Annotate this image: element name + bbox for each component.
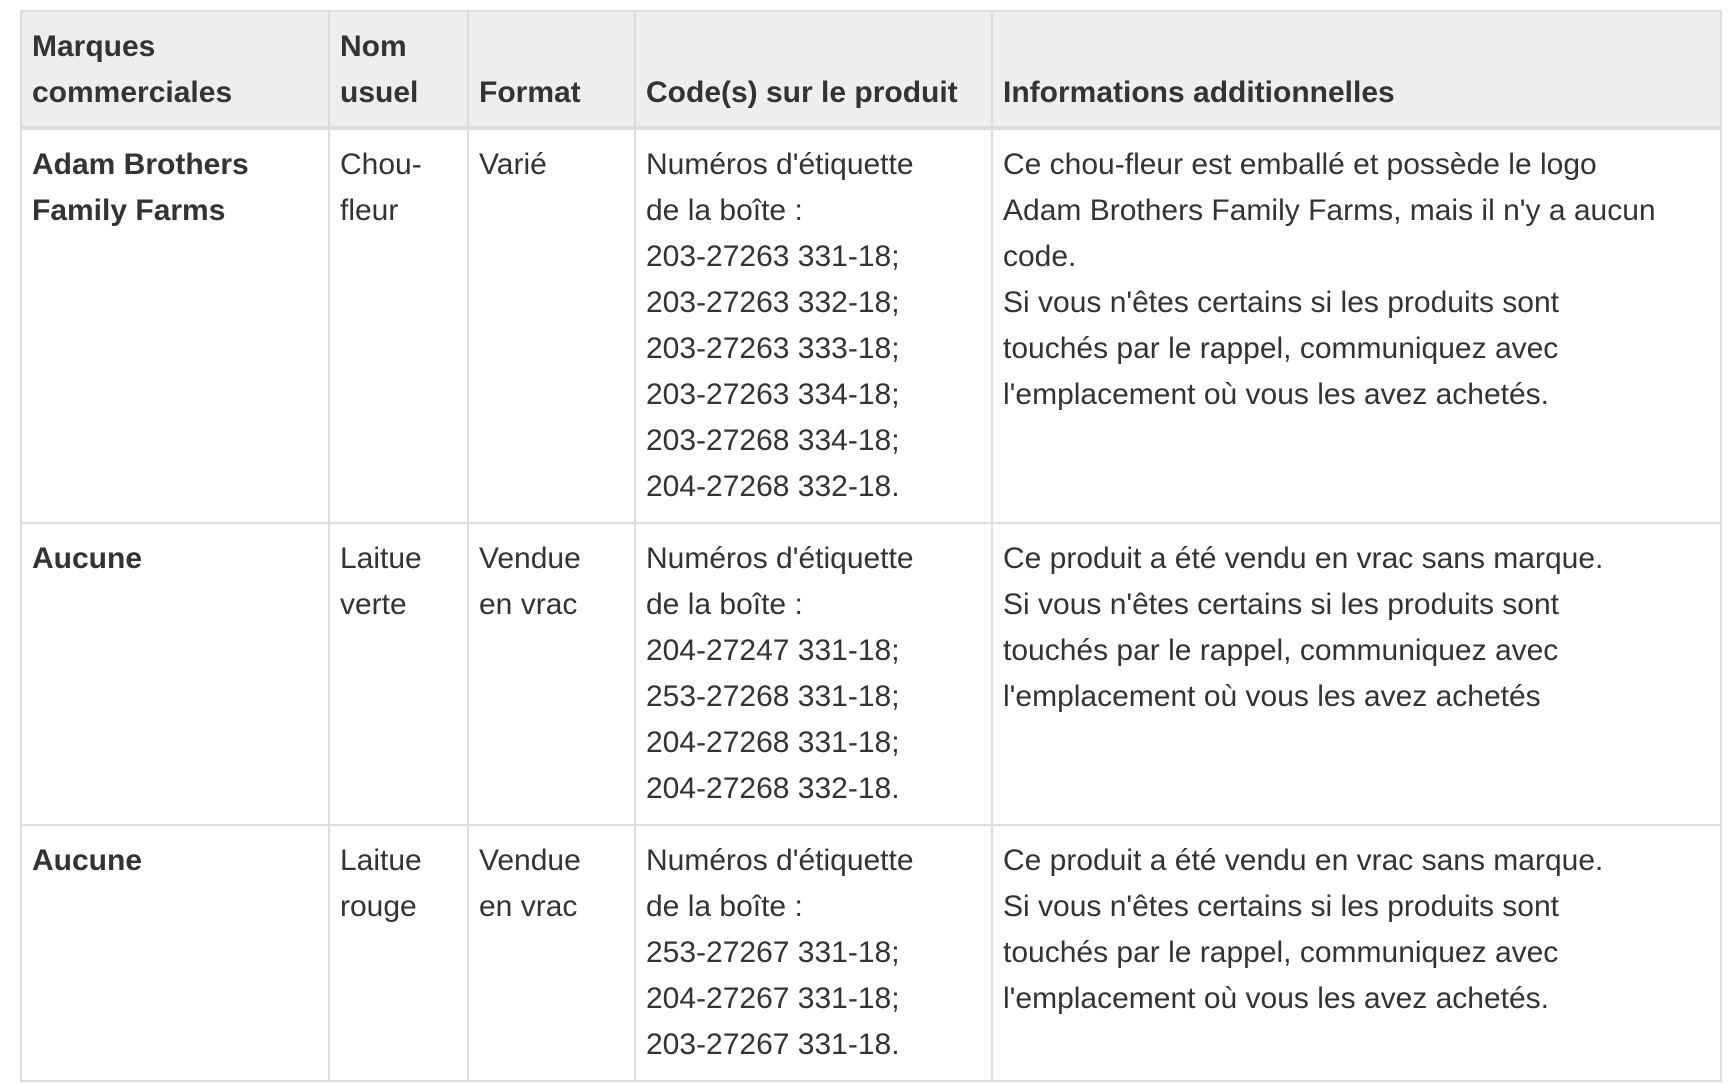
cell-line: Chou- [340,148,422,181]
cell-line: 203-27263 331-18; [646,240,900,273]
header-format-text: Format [479,76,581,109]
header-common-name-line: Nom [340,30,407,63]
cell-line: 204-27268 332-18. [646,772,900,805]
cell-codes [635,523,992,825]
cell-line: Adam Brothers Family Farms, mais il n'y a aucun [1003,194,1656,227]
cell-line: 203-27268 334-18; [646,424,900,457]
cell-line: Numéros d'étiquette [646,542,914,575]
cell-line: touchés par le rappel, communiquez avec [1003,634,1559,667]
cell-line: Laitue [340,542,422,575]
header-brand-line: commerciales [32,76,233,109]
cell-line: Aucune [32,542,143,575]
cell-line: l'emplacement où vous les avez achetés [1003,680,1541,713]
cell-common-name [329,825,468,1081]
header-codes [635,11,992,128]
table-row [21,128,1721,523]
cell-line: Laitue [340,844,422,877]
header-info-text: Informations additionnelles [1003,76,1395,109]
cell-line: de la boîte : [646,194,803,227]
cell-line: 203-27263 333-18; [646,332,900,365]
cell-brand [21,825,329,1081]
table-row [21,825,1721,1081]
cell-line: Ce produit a été vendu en vrac sans marque. [1003,542,1604,575]
cell-line: Vendue [479,844,581,877]
cell-line: Numéros d'étiquette [646,148,914,181]
cell-format [468,128,635,523]
header-common-name-line: usuel [340,76,419,109]
cell-line: l'emplacement où vous les avez achetés. [1003,378,1550,411]
cell-line: 204-27268 331-18; [646,726,900,759]
table-row [21,523,1721,825]
header-common-name [329,11,468,128]
cell-line: Aucune [32,844,143,877]
table-header-row [21,11,1721,128]
cell-line: 204-27268 332-18. [646,470,900,503]
cell-line: rouge [340,890,417,923]
cell-line: Vendue [479,542,581,575]
header-brand [21,11,329,128]
cell-line: l'emplacement où vous les avez achetés. [1003,982,1550,1015]
cell-line: Si vous n'êtes certains si les produits sont [1003,890,1559,923]
cell-common-name [329,128,468,523]
recall-products-table [20,10,1722,1082]
cell-line: code. [1003,240,1077,273]
header-brand-line: Marques [32,30,156,63]
header-info [992,11,1721,128]
cell-line: Varié [479,148,547,181]
cell-line: de la boîte : [646,890,803,923]
cell-line: 204-27247 331-18; [646,634,900,667]
cell-line: en vrac [479,588,578,621]
cell-line: fleur [340,194,399,227]
cell-brand [21,128,329,523]
cell-line: Numéros d'étiquette [646,844,914,877]
cell-line: verte [340,588,407,621]
cell-line: Si vous n'êtes certains si les produits sont [1003,286,1559,319]
header-format [468,11,635,128]
cell-line: en vrac [479,890,578,923]
cell-info [992,825,1721,1081]
cell-format [468,523,635,825]
cell-line: 253-27268 331-18; [646,680,900,713]
recall-table-container [20,10,1722,1082]
cell-line: Ce produit a été vendu en vrac sans marque. [1003,844,1604,877]
cell-line: Ce chou-fleur est emballé et possède le logo [1003,148,1597,181]
cell-line: Family Farms [32,194,226,227]
cell-line: 203-27263 332-18; [646,286,900,319]
cell-line: de la boîte : [646,588,803,621]
cell-format [468,825,635,1081]
cell-info [992,128,1721,523]
cell-line: 204-27267 331-18; [646,982,900,1015]
cell-line: 203-27263 334-18; [646,378,900,411]
cell-line: 253-27267 331-18; [646,936,900,969]
cell-codes [635,128,992,523]
header-codes-text: Code(s) sur le produit [646,76,958,109]
cell-brand [21,523,329,825]
cell-line: 203-27267 331-18. [646,1028,900,1061]
cell-common-name [329,523,468,825]
cell-info [992,523,1721,825]
cell-line: touchés par le rappel, communiquez avec [1003,936,1559,969]
cell-line: Si vous n'êtes certains si les produits sont [1003,588,1559,621]
cell-line: touchés par le rappel, communiquez avec [1003,332,1559,365]
cell-codes [635,825,992,1081]
cell-line: Adam Brothers [32,148,249,181]
